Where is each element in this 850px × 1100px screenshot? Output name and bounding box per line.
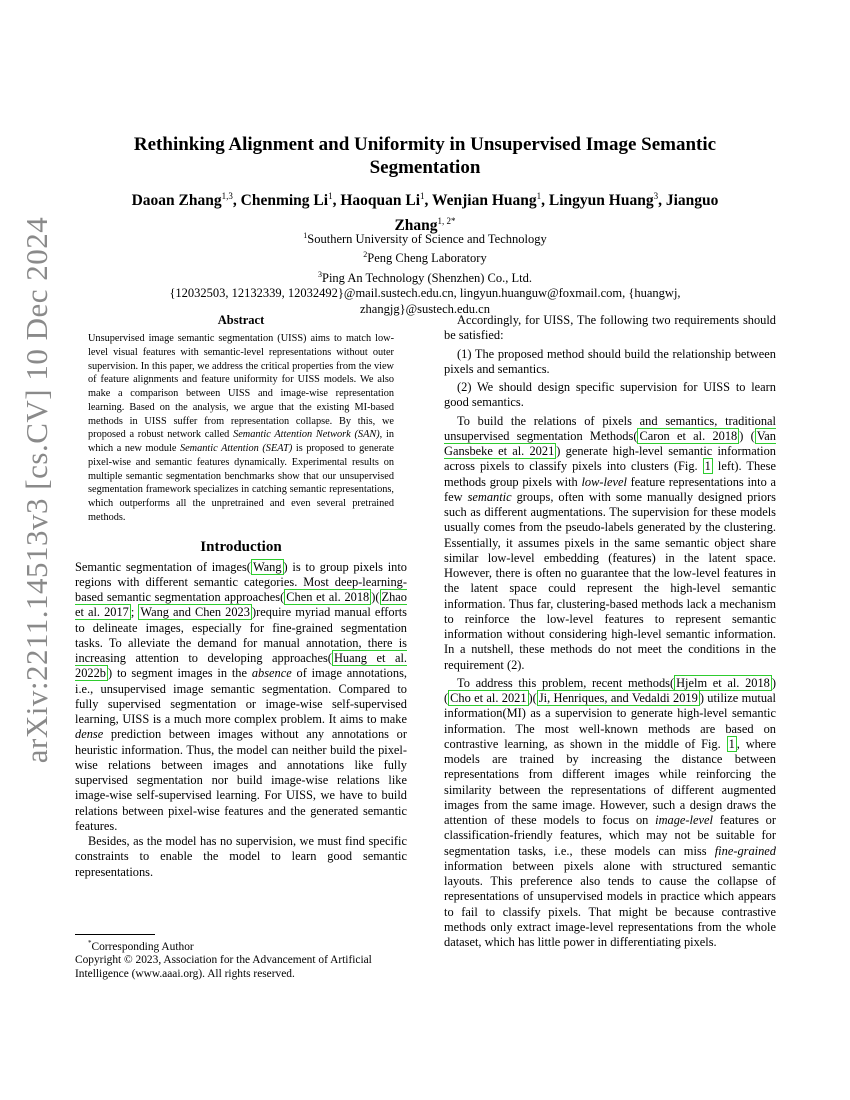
abstract-body: Unsupervised image semantic segmentation (UISS) aims to match low-level visual features with semantic-level representations without outer supervision. In this paper, we address the critical properties from the view of feature alignments and feature uniformity for UISS models. We also make a comparison between UISS and image-wise representation learning. Based on the analysis, we argue that the existing MI-based methods in UISS suffer from representation collapse. By this, we proposed a robust network called Semantic Attention Network (SAN), in which a new module Semantic Attention (SEAT) is proposed to generate pixel-wise and semantic features dynamically. Experimental results on multiple semantic segmentation benchmarks show that our unsupervised segmentation framework specializes in catching semantic representations, which outperforms all the unpretrained and even several pretrained methods. [88,333,394,523]
introduction-heading: Introduction [200,538,282,555]
citation-link[interactable]: Hjelm et al. 2018 [676,675,770,690]
author-affil: 1, 2* [437,216,456,227]
author-name: Jianguo [665,192,719,210]
footnote [75,934,407,981]
author-name: Lingyun Huang [548,192,654,210]
citation-link[interactable]: Huang et al. 2022b [75,651,407,681]
left-column [75,313,407,880]
author-affil: 1 [420,191,425,201]
author-affil: 1 [536,191,542,201]
citation-link[interactable]: Ji, Henriques, and Vedaldi 2019 [538,691,698,705]
footnote-rule [75,934,155,935]
title-line-2: Segmentation [369,157,481,178]
footnote-corresponding: *Corresponding Author [88,939,194,953]
affiliation-2: $^2$Peng Cheng Laboratory [363,250,487,266]
email-line-1: {12032503, 12132339, 12032492}@mail.sustech.edu.cn, lingyun.huanguw@foxmail.com, {huangwj, [169,286,681,301]
right-column [444,313,776,950]
citation-link[interactable]: Zhao et al. 2017 [75,590,407,620]
author-affil: 3 [653,191,659,201]
author-affil: 1,3 [221,191,233,201]
figure-link[interactable]: 1 [704,459,711,474]
author-line-1: Daoan Zhang$^{1,3}$, Chenming Li$^1$, Haoquan Li$^1$, Wenjian Huang$^1$, Lingyun Huang$^3$, Jianguo [131,191,719,210]
intro-paragraph-1: Semantic segmentation of images( Wang ) is to group pixels into regions with different semantic categories. Most deep-learning-based semantic segmentation approaches( Chen et al. 2018 )( Zhao et al. 2017 ; Wang and Chen 2023 )require myriad manual efforts to delineate images, especially for fine-grained segmentation tasks. To alleviate the demand for manual annotation, there is increasing attention to developing approaches( Huang et al. 2022b ) to segment images in the absence of image annotations, i.e., unsupervised image semantic segmentation. Compared to fully supervised segmentation or image-wise self-supervised learning, UISS is a much more complex problem. It aims to make dense prediction between images without any annotations or heuristic information. Thus, the model can neither build the pixel-wise relations between images and annotations like fully supervised segmentation nor build image-wise relations like image-wise self-supervised learning. For UISS, we have to build relations between pixel-wise features and the generated semantic features. [75,559,408,833]
arxiv-stamp [12,216,62,764]
right-paragraph-1: Accordingly, for UISS, The following two requirements should be satisfied: [444,313,776,343]
right-paragraph-5: To address this problem, recent methods( Hjelm et al. 2018 )( Cho et al. 2021 )( Ji, Henriques, and Vedaldi 2019 ) utilize mutual information(MI) as a supervision to generate high-level semantic information. The most well-known methods are based on contrastive learning, as shown in the middle of Fig. 1 , where models are trained by increasing the distance between representations from different images while reinforcing the similarity between the representations of different augmented images from the same image. However, such a design draws the attention of these models to focus on image-level features or classification-friendly features, which may not be suitable for segmentation tasks, i.e., these models can miss fine-grained information between pixels alone with structured semantic layouts. This preference also tends to cause the collapse of representations of unsupervised models in practice which appears to fail to classify pixels. That might be because contrastive methods only extract image-level representations from the whole dataset, which has little power in differentiating pixels. [444,675,777,949]
author-name: Zhang [394,217,438,235]
citation-link[interactable]: Chen et al. 2018 [286,590,370,604]
author-name: Chenming Li [240,192,329,210]
affiliation-1: $^1$Southern University of Science and Technology [303,231,547,247]
email-line-2: zhangjg}@sustech.edu.cn [360,301,490,316]
paper-title [95,133,755,179]
citation-link[interactable]: Wang and Chen 2023 [140,605,250,620]
arxiv-stamp-text: arXiv:2211.14513v3 [cs.CV] 10 Dec 2024 [19,216,55,764]
citation-link[interactable]: Van Gansbeke et al. 2021 [444,428,777,458]
footnote-copyright: Copyright © 2023, Association for the Advancement of Artificial Intelligence (www.aaai.org). All rights reserved. [75,954,372,980]
citation-link[interactable]: Caron et al. 2018 [639,428,738,443]
citation-link[interactable]: Wang [252,559,282,574]
affiliation-3: $^3$Ping An Technology (Shenzhen) Co., Ltd. [318,269,532,286]
right-paragraph-2: (1) The proposed method should build the relationship between pixels and semantics. [444,346,776,376]
right-paragraph-4: To build the relations of pixels and semantics, traditional unsupervised segmentation Methods( Caron et al. 2018 ) ( Van Gansbeke et al. 2021 ) generate high-level semantic information across pixels to classify pixels into clusters (Fig. 1 left). These methods group pixels with low-level feature representations into a few semantic groups, often with some manually designed priors such as different augmentations. The supervision for these models usually comes from the pseudo-labels generated by the clustering. Essentially, it assumes pixels in the same semantic object share similar low-level embedding (features) in the latent space. However, there is often no guarantee that the low-level features in the latent space could represent the high-level semantic information. Thus far, clustering-based methods lack a mechanism to reinforce the low-level features to represent semantic information without considering high-level semantic information. In a nutshell, these methods do not meet the conditions in the requirement (2). [444,413,777,672]
author-name: Daoan Zhang [131,192,222,210]
citation-link[interactable]: Cho et al. 2021 [450,691,527,705]
abstract-heading: Abstract [217,313,265,327]
figure-link[interactable]: 1 [728,736,735,751]
author-name: Wenjian Huang [431,192,537,210]
right-paragraph-3: (2) We should design specific supervision for UISS to learn good semantics. [444,380,776,410]
title-line-1: Rethinking Alignment and Uniformity in Unsupervised Image Semantic [133,134,717,155]
author-name: Haoquan Li [340,192,420,210]
author-affil: 1 [328,191,333,201]
affiliations [95,228,755,317]
intro-paragraph-2: Besides, as the model has no supervision, we must find specific constraints to enable the model to learn good semantic representations. [75,834,407,879]
